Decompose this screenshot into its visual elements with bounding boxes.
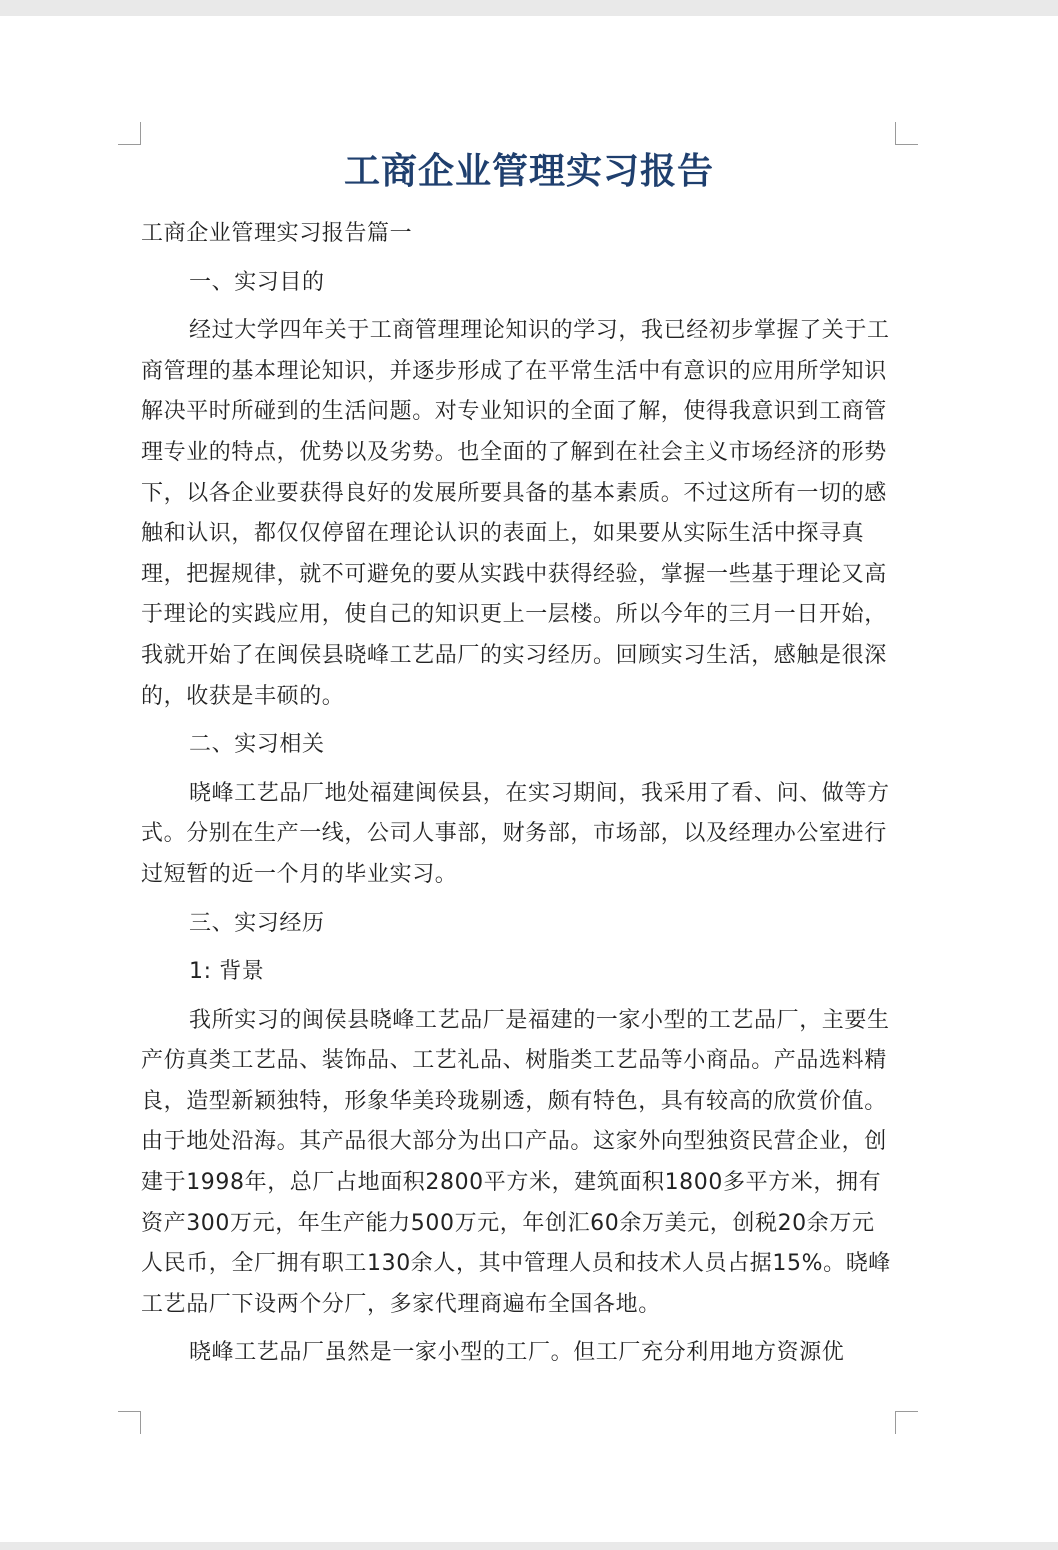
crop-mark-bottom-right (895, 1411, 918, 1434)
crop-mark-top-left (118, 122, 141, 145)
document-page (0, 16, 1058, 1542)
document-body (141, 214, 893, 1374)
subsection-heading-background: 1: 背景 (189, 959, 265, 985)
section-heading-related: 二、实习相关 (189, 732, 325, 758)
paragraph-background: 我所实习的闽侯县晓峰工艺品厂是福建的一家小型的工艺品厂，主要生产仿真类工艺品、装饰品、工艺礼品、树脂类工艺品等小商品。产品选料精良，造型新颖独特，形象华美玲珑剔透，颇有特色，具有较高的欣赏价值。由于地处沿海。其产品很大部分为出口产品。这家外向型独资民营企业，创建于1998年，总厂占地面积2800平方米，建筑面积1800多平方米，拥有资产300万元，年生产能力500万元，年创汇60余万美元，创税20余万元人民币，全厂拥有职工130余人，其中管理人员和技术人员占据15%。晓峰工艺品厂下设两个分厂，多家代理商遍布全国各地。 (141, 1007, 891, 1317)
paragraph-related: 晓峰工艺品厂地处福建闽侯县，在实习期间，我采用了看、问、做等方式。分别在生产一线，公司人事部，财务部，市场部，以及经理办公室进行过短暂的近一个月的毕业实习。 (141, 780, 890, 887)
document-subtitle: 工商企业管理实习报告篇一 (141, 221, 413, 246)
paragraph-factory: 晓峰工艺品厂虽然是一家小型的工厂。但工厂充分利用地方资源优 (189, 1340, 845, 1366)
document-title: 工商企业管理实习报告 (343, 151, 714, 192)
crop-mark-bottom-left (118, 1411, 141, 1434)
paragraph-purpose: 经过大学四年关于工商管理理论知识的学习，我已经初步掌握了关于工商管理的基本理论知识，并逐步形成了在平常生活中有意识的应用所学知识解决平时所碰到的生活问题。对专业知识的全面了解，使得我意识到工商管理专业的特点，优势以及劣势。也全面的了解到在社会主义市场经济的形势下，以各企业要获得良好的发展所要具备的基本素质。不过这所有一切的感触和认识，都仅仅停留在理论认识的表面上，如果要从实际生活中探寻真理，把握规律，就不可避免的要从实践中获得经验，掌握一些基于理论又高于理论的实践应用，使自己的知识更上一层楼。所以今年的三月一日开始，我就开始了在闽侯县晓峰工艺品厂的实习经历。回顾实习生活，感触是很深的，收获是丰硕的。 (141, 318, 890, 709)
crop-mark-top-right (895, 122, 918, 145)
section-heading-purpose: 一、实习目的 (189, 269, 325, 295)
section-heading-experience: 三、实习经历 (189, 910, 325, 936)
